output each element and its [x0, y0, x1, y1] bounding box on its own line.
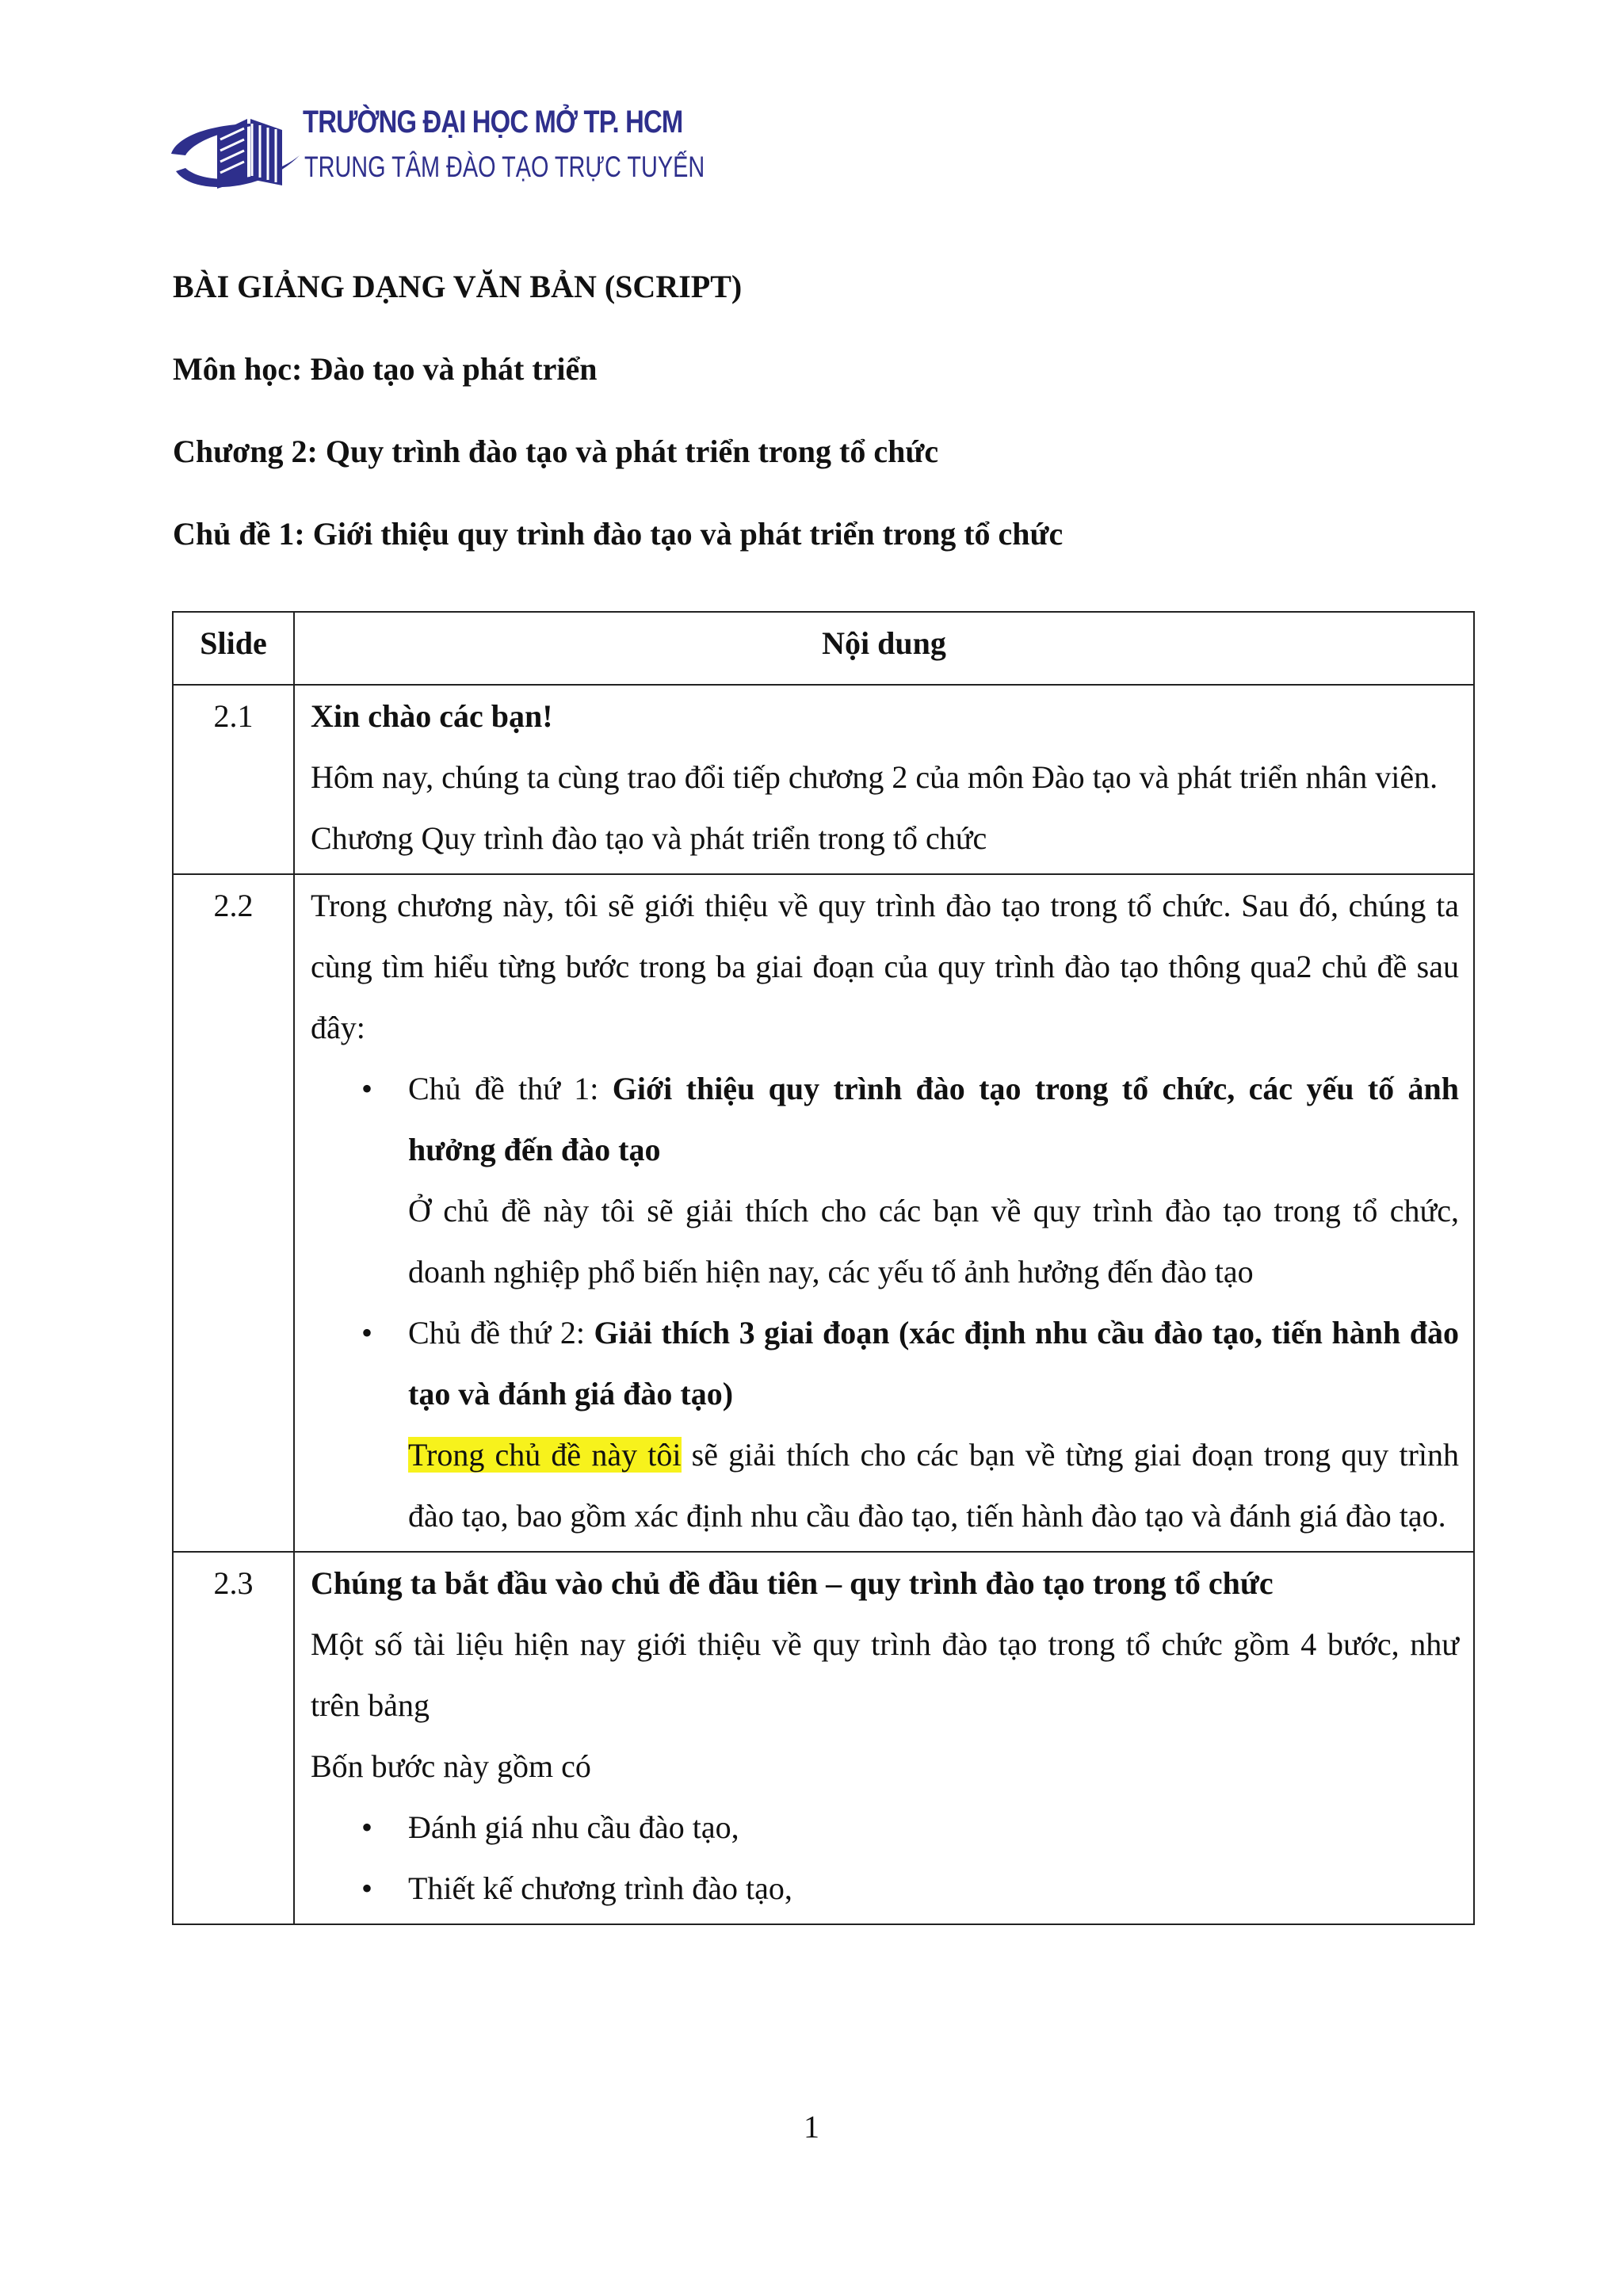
logo-center-name: TRUNG TÂM ĐÀO TẠO TRỰC TUYẾN	[304, 151, 705, 183]
university-logo	[170, 103, 705, 206]
slide-content	[294, 685, 1474, 874]
document-title: BÀI GIẢNG DẠNG VĂN BẢN (SCRIPT)	[173, 269, 743, 304]
logo-university-name: TRƯỜNG ĐẠI HỌC MỞ TP. HCM	[303, 105, 683, 139]
page-number: 1	[804, 2109, 819, 2145]
list-item	[311, 1058, 1459, 1302]
table-row	[173, 1552, 1474, 1924]
topic-title: Giải thích 3 giai đoạn (xác định nhu cầu đào tạo, tiến hành đào tạo và đánh giá đào tạo)	[408, 1315, 1460, 1412]
content-column-header: Nội dung	[294, 612, 1474, 685]
topic-description: Ở chủ đề này tôi sẽ giải thích cho các bạn về quy trình đào tạo trong tổ chức, doanh nghiệp phổ biến hiện nay, các yếu tố ảnh hưởng đến đào tạo	[408, 1193, 1459, 1289]
table-row	[173, 685, 1474, 874]
list-item: • Thiết kế chương trình đào tạo,	[311, 1858, 1459, 1919]
topic-description: sẽ giải thích cho các bạn về từng giai đoạn trong quy trình đào tạo, bao gồm xác định nhu cầu đào tạo, tiến hành đào tạo và đánh giá đào tạo.	[408, 1437, 1460, 1534]
topic-label: Chủ đề thứ 2:	[408, 1315, 594, 1350]
slide-column-header: Slide	[173, 612, 294, 685]
paragraph: Hôm nay, chúng ta cùng trao đổi tiếp chương 2 của môn Đào tạo và phát triển nhân viên.	[311, 759, 1438, 795]
slide-content	[294, 874, 1474, 1552]
greeting-text: Xin chào các bạn!	[311, 698, 553, 734]
highlighted-text: Trong chủ đề này tôi	[408, 1437, 682, 1473]
paragraph: Chương Quy trình đào tạo và phát triển trong tổ chức	[311, 820, 987, 856]
university-emblem-icon	[170, 103, 304, 203]
paragraph: Một số tài liệu hiện nay giới thiệu về quy trình đào tạo trong tổ chức gồm 4 bước, như trên bảng	[311, 1626, 1459, 1723]
chapter-heading: Chương 2: Quy trình đào tạo và phát triển trong tổ chức	[173, 434, 939, 469]
list-item	[311, 1302, 1459, 1546]
slide-number: 2.1	[173, 685, 294, 874]
step-list	[311, 1797, 1459, 1919]
subject-heading: Môn học: Đào tạo và phát triển	[173, 351, 598, 387]
topic-heading: Chủ đề 1: Giới thiệu quy trình đào tạo và phát triển trong tổ chức	[173, 516, 1064, 552]
topic-label: Chủ đề thứ 1:	[408, 1071, 613, 1106]
topic-list	[311, 1058, 1459, 1546]
slide-number: 2.3	[173, 1552, 294, 1924]
list-item: • Đánh giá nhu cầu đào tạo,	[311, 1797, 1459, 1858]
script-table	[172, 611, 1475, 1925]
section-heading: Chúng ta bắt đầu vào chủ đề đầu tiên – quy trình đào tạo trong tổ chức	[311, 1565, 1274, 1601]
paragraph: Trong chương này, tôi sẽ giới thiệu về quy trình đào tạo trong tổ chức. Sau đó, chúng ta cùng tìm hiểu từng bước trong ba giai đoạn của quy trình đào tạo thông qua2 chủ đề sau đây:	[311, 888, 1459, 1045]
table-header-row	[173, 612, 1474, 685]
slide-content	[294, 1552, 1474, 1924]
slide-number: 2.2	[173, 874, 294, 1552]
paragraph: Bốn bước này gồm có	[311, 1748, 591, 1784]
table-row	[173, 874, 1474, 1552]
topic-title: Giới thiệu quy trình đào tạo trong tổ chức, các yếu tố ảnh hưởng đến đào tạo	[408, 1071, 1459, 1167]
